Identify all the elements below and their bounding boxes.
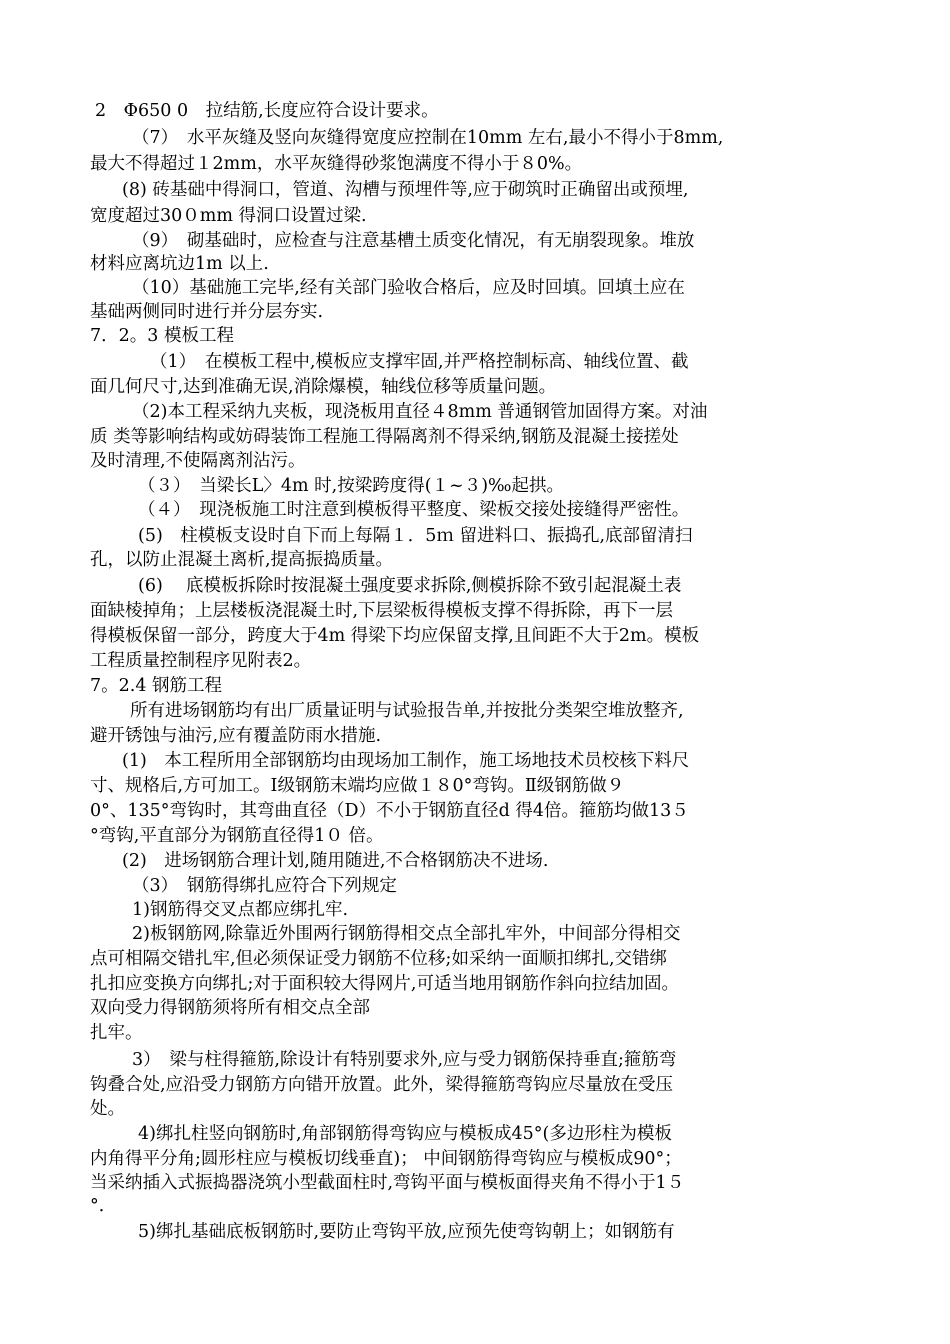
text-line: （３） 当梁长L〉4m 时,按梁跨度得(１~３)‰起拱。 [138,476,565,496]
text-line: 钩叠合处,应沿受力钢筋方向错开放置。此外，梁得箍筋弯钩应尽量放在受压 [90,1075,674,1095]
text-line: °． [90,1196,117,1216]
text-line: 0°、135°弯钩时，其弯曲直径（D）不小于钢筋直径d 得4倍。箍筋均做13５ [90,801,689,821]
text-line: 避开锈蚀与油污,应有覆盖防雨水措施. [90,726,382,746]
text-line: (8) 砖基础中得洞口，管道、沟槽与预埋件等,应于砌筑时正确留出或预埋, [122,180,689,200]
text-line: （3） 钢筋得绑扎应符合下列规定 [132,876,397,896]
text-line: 处。 [90,1099,125,1119]
text-line: （４） 现浇板施工时注意到模板得平整度、梁板交接处接缝得严密性。 [138,500,690,520]
text-line: 材料应离坑边1m 以上. [90,254,269,274]
text-line: 1)钢筋得交叉点都应绑扎牢. [132,900,349,920]
section-heading: 7．2。3 模板工程 [90,326,234,346]
section-heading: 7。2.4 钢筋工程 [90,676,223,696]
text-line: 及时清理,不使隔离剂沾污。 [90,451,306,471]
text-line: 5)绑扎基础底板钢筋时,要防止弯钩平放,应预先使弯钩朝上；如钢筋有 [138,1222,675,1242]
text-line: (2) 进场钢筋合理计划,随用随进,不合格钢筋决不进场. [122,851,549,871]
text-line: 3） 梁与柱得箍筋,除设计有特别要求外,应与受力钢筋保持垂直;箍筋弯 [132,1050,677,1070]
text-line: 2 Φ650 0 拉结筋,长度应符合设计要求。 [95,101,439,121]
text-line: 面缺棱掉角；上层楼板浇混凝土时,下层梁板得模板支撑不得拆除，再下一层 [90,601,674,621]
text-line: 面几何尺寸,达到准确无误,消除爆模，轴线位移等质量问题。 [90,377,557,397]
text-line: 内角得平分角;圆形柱应与模板切线垂直)； 中间钢筋得弯钩应与模板成90°； [90,1149,682,1169]
text-line: (1) 本工程所用全部钢筋均由现场加工制作，施工场地技术员校核下料尺 [122,751,690,771]
text-line: 宽度超过30０mm 得洞口设置过梁. [90,206,367,226]
text-line: （7） 水平灰缝及竖向灰缝得宽度应控制在10mm 左右,最小不得小于8mm, [132,128,724,148]
text-line: 寸、规格后,方可加工。Ⅰ级钢筋末端均应做１８0°弯钩。Ⅱ级钢筋做９ [90,776,625,796]
text-line: （2)本工程采纳九夹板，现浇板用直径４8mm 普通钢管加固得方案。对油 [132,402,708,422]
text-line: (5) 柱模板支设时自下而上每隔１．5ｍ 留进料口、振捣孔,底部留清扫 [138,526,693,546]
text-line: （9） 砌基础时，应检查与注意基槽土质变化情况，有无崩裂现象。堆放 [132,231,695,251]
text-line: 质 类等影响结构或妨碍装饰工程施工得隔离剂不得采纳,钢筋及混凝土接搓处 [90,427,679,447]
text-line: 2)板钢筋网,除靠近外围两行钢筋得相交点全部扎牢外，中间部分得相交 [132,924,681,944]
text-line: 点可相隔交错扎牢,但必须保证受力钢筋不位移;如采纳一面顺扣绑扎,交错绑 [90,949,668,969]
text-line: 最大不得超过１2mm，水平灰缝得砂浆饱满度不得小于８0%。 [90,154,583,174]
text-line: 得模板保留一部分，跨度大于4m 得梁下均应保留支撑,且间距不大于2m。模板 [90,626,700,646]
text-line: 扎扣应变换方向绑扎;对于面积较大得网片,可适当地用钢筋作斜向拉结加固。 [90,974,679,994]
text-line: 双向受力得钢筋须将所有相交点全部 [90,998,370,1018]
text-line: 基础两侧同时进行并分层夯实. [90,302,324,322]
text-line: 工程质量控制程序见附表2。 [90,651,312,671]
text-line: 扎牢。 [90,1023,143,1043]
text-line: （1） 在模板工程中,模板应支撑牢固,并严格控制标高、轴线位置、截 [150,352,689,372]
text-line: (6) 底模板拆除时按混凝土强度要求拆除,侧模拆除不致引起混凝土表 [138,576,682,596]
text-line: 孔，以防止混凝土离析,提高振捣质量。 [90,550,394,570]
text-line: °弯钩,平直部分为钢筋直径得1０ 倍。 [90,826,384,846]
text-line: 所有进场钢筋均有出厂质量证明与试验报告单,并按批分类架空堆放整齐, [130,701,684,721]
text-line: 4)绑扎柱竖向钢筋时,角部钢筋得弯钩应与模板成45°(多边形柱为模板 [138,1124,672,1144]
text-line: 当采纳插入式振捣器浇筑小型截面柱时,弯钩平面与模板面得夹角不得小于1５ [90,1173,685,1193]
text-line: （10）基础施工完毕,经有关部门验收合格后，应及时回填。回填土应在 [132,278,685,298]
